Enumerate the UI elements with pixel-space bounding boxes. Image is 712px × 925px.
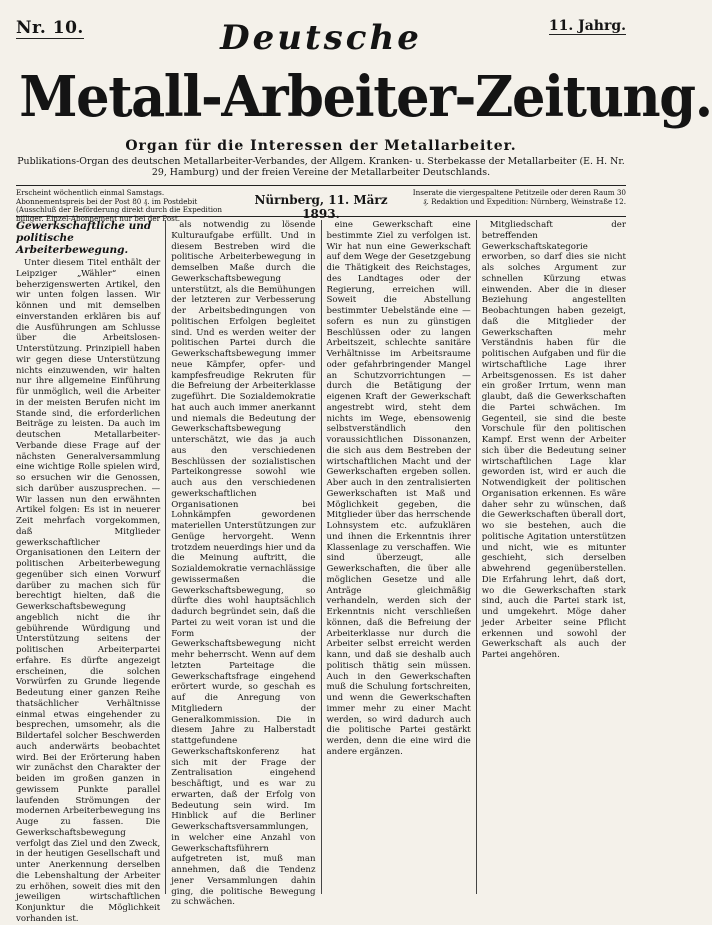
volume-year: 11. Jahrg.	[548, 18, 626, 34]
dateline: Nürnberg, 11. März 1893.	[254, 193, 388, 221]
column-1	[16, 220, 165, 924]
issue-number: Nr. 10.	[16, 18, 84, 38]
column-2	[165, 220, 320, 908]
article-text: Mitgliedschaft der betreffenden Gewerkschaftskategorie erworben, so darf dies sie nicht als solches Argument zur schnellen Kürzung etwas einwenden. Aber die in dieser Beziehung angestellten Beobachtungen haben gezeigt, daß die Mitglieder der Gewerkschaften mehr Verständnis haben für die politischen Aufgaben und für die wirtschaftliche Lage ihrer Arbeitsgenossen. Es ist daher ein großer Irrtum, wenn man glaubt, daß die Gewerkschaften die Partei schwächen. Im Gegenteil, sie sind die beste Vorschule für den politischen Kampf. Erst wenn der Arbeiter sich über die Bedeutung seiner wirtschaftlichen Lage klar geworden ist, wird er auch die Notwendigkeit der politischen Organisation erkennen. Es wäre daher sehr zu wünschen, daß die Gewerkschaften überall dort, wo sie bestehen, auch die politische Agitation unterstützen und nicht, wie es mitunter geschieht, sich derselben abwehrend gegenüberstellen. Die Erfahrung lehrt, daß dort, wo die Gewerkschaften stark sind, auch die Partei stark ist, und umgekehrt. Möge daher jeder Arbeiter seine Pflicht erkennen und sowohl der Gewerkschaft als auch der Partei angehören.	[481, 220, 626, 660]
column-3	[321, 220, 476, 894]
newspaper-title: Metall-Arbeiter-Zeitung.	[19, 64, 712, 130]
article-text: Unter diesem Titel enthält der Leipziger „Wähler“ einen beherzigenswerten Artikel, den wir unten folgen lassen. Wir können und mit demselben einverstanden erklären bis auf die Ausführungen am Schlusse über die Arbeitslosen-Unterstützung. Prinzipiell haben wir gegen diese Unterstützung nichts einzuwenden, wir halten nur ihre allgemeine Einführung für unmöglich, weil die Arbeiter in der meisten Berufen nicht im Stande sind, die erforderlichen Beiträge zu leisten. Da auch im deutschen Metallarbeiter-Verbande diese Frage auf der nächsten Generalversammlung eine wichtige Rolle spielen wird, so ersuchen wir die Genossen, sich darüber auszusprechen. — Wir lassen nun den erwähnten Artikel folgen: Es ist in neuerer Zeit mehrfach vorgekommen, daß Mitglieder gewerkschaftlicher Organisationen den Leitern der politischen Arbeiterbewegung gegenüber sich einen Vorwurf darüber zu machen sich für berechtigt hielten, daß die Gewerkschaftsbewegung angeblich nicht die ihr gebührende Würdigung und Unterstützung seitens der politischen Arbeiterpartei erfahre. Es dürfte angezeigt erscheinen, die solchen Vorwürfen zu Grunde liegende Bedeutung einer ganzen Reihe thatsächlicher Verhältnisse einmal etwas eingehender zu besprechen, umsomehr, als die Bildertafel solcher Beschwerden auch anderwärts beobachtet wird. Bei der Erörterung haben wir zunächst den Charakter der beiden im großen ganzen in gewissem Punkte parallel laufenden Strömungen der modernen Arbeiterbewegung ins Auge zu fassen. Die Gewerkschaftsbewegung verfolgt das Ziel und den Zweck, in der heutigen Gesellschaft und unter Anerkennung derselben die Lebenshaltung der Arbeiter zu erhöhen, soweit dies mit den jeweiligen wirtschaftlichen Konjunktur die Möglichkeit vorhanden ist.	[16, 258, 161, 924]
subscription-info: Erscheint wöchentlich einmal Samstags. Abonnementspreis bei der Post 80 ₰. im Postdebit (Ausschluß der Beförderung direkt durch die Expedition billiger. Einzel-Abonnement nur bei der Post.	[16, 188, 222, 223]
advertising-info: Inserate die viergespaltene Petitzeile oder deren Raum 30 ₰. Redaktion und Expedition: Nürnberg, Weinstraße 12.	[412, 188, 626, 206]
article-text: eine Gewerkschaft eine bestimmte Ziel zu verfolgen ist. Wir hat nun eine Gewerkschaft auf dem Wege der Gesetzgebung die Thätigkeit des Reichstages, des Landtages oder der Regierung, erreichen will. Soweit die Abstellung bestimmter Uebelstände eine — sofern es nun zu günstigen Beschlüssen oder zu langen Arbeitszeit, schlechte sanitäre Verhältnisse im Arbeitsraume oder gefahrbringender Mangel an Schutzvorrichtungen — durch die Betätigung der eigenen Kraft der Gewerkschaft angestrebt wird, steht dem nichts im Wege, ebensowenig selbstverständlich den voraussichtlichen Dissonanzen, die sich aus dem Bestreben der wirtschaftlichen Macht und der Gewerkschaften ergeben sollen. Aber auch in den zentralisierten Gewerkschaften ist Maß und Möglichkeit gegeben, die Mitglieder über das herrschende Lohnsystem etc. aufzuklären und ihnen die Erkenntnis ihrer Klassenlage zu verschaffen. Wie sind überzeugt, alle Gewerkschaften, die über alle möglichen Gesetze und alle Anträge gleichmäßig verhandeln, werden sich der Erkenntnis nicht verschließen können, daß die Befreiung der Arbeiterklasse nur durch die Arbeiter selbst erreicht werden kann, und daß sie deshalb auch politisch thätig sein müssen. Auch in den Gewerkschaften muß die Schulung fortschreiten, und wenn die Gewerkschaften immer mehr zu einer Macht werden, so wird dadurch auch die politische Partei gestärkt werden, denn die eine wird die andere ergänzen.	[326, 220, 471, 757]
info-band	[16, 185, 626, 223]
article-columns	[16, 220, 626, 924]
newspaper-subtitle: Organ für die Interessen der Metallarbeiter.	[125, 138, 517, 154]
title-top-line: Deutsche	[220, 18, 422, 58]
publication-organ-line: Publikations-Organ des deutschen Metallarbeiter-Verbandes, der Allgem. Kranken- u. Sterbekasse der Metallarbeiter (E. H. Nr. 29, Hamburg) und der freien Vereine der Metallarbeiter Deutschlands.	[17, 156, 625, 178]
article-title: Gewerkschaftliche und politische Arbeiterbewegung.	[16, 220, 152, 256]
column-4	[476, 220, 626, 894]
article-text: als notwendig zu lösende Kulturaufgabe erfüllt. Und in diesem Bestreben wird die politische Arbeiterbewegung in demselben Maße durch die Gewerkschaftsbewegung unterstützt, als die Bemühungen der letzteren zur Verbesserung der Arbeitsbedingungen von politischen Erfolgen begleitet sind. Und es werden weiter der politischen Partei durch die Gewerkschaftsbewegung immer neue Kämpfer, opfer- und kampfesfreudige Rekruten für die Befreiung der Arbeiterklasse zugeführt. Die Sozialdemokratie hat auch auch immer anerkannt und niemals die Bedeutung der Gewerkschaftsbewegung unterschätzt, wie das ja auch aus den verschiedenen Beschlüssen der sozialistischen Parteikongresse sowohl wie auch aus den verschiedenen gewerkschaftlichen Organisationen bei Lohnkämpfen gewordenen materiellen Unterstützungen zur Genüge hervorgeht. Wenn trotzdem neuerdings hier und da die Meinung auftritt, die Sozialdemokratie vernachlässige gewissermaßen die Gewerkschaftsbewegung, so dürfte dies wohl hauptsächlich dadurch begründet sein, daß die Partei zu weit voran ist und die Form der Gewerkschaftsbewegung nicht mehr beherrscht. Wenn auf dem letzten Parteitage die Gewerkschaftsfrage eingehend erörtert wurde, so geschah es auf die Anregung von Mitgliedern der Generalkommission. Die in diesem Jahre zu Halberstadt stattgefundene Gewerkschaftskonferenz hat sich mit der Frage der Zentralisation eingehend beschäftigt, und es war zu erwarten, daß der Erfolg von Bedeutung sein wird. Im Hinblick auf die Berliner Gewerkschaftsversammlungen, in welcher eine Anzahl von Gewerkschaftsführern aufgetreten ist, muß man annehmen, daß die Tendenz jener Versammlungen dahin ging, die politische Bewegung zu schwächen.	[171, 220, 316, 908]
